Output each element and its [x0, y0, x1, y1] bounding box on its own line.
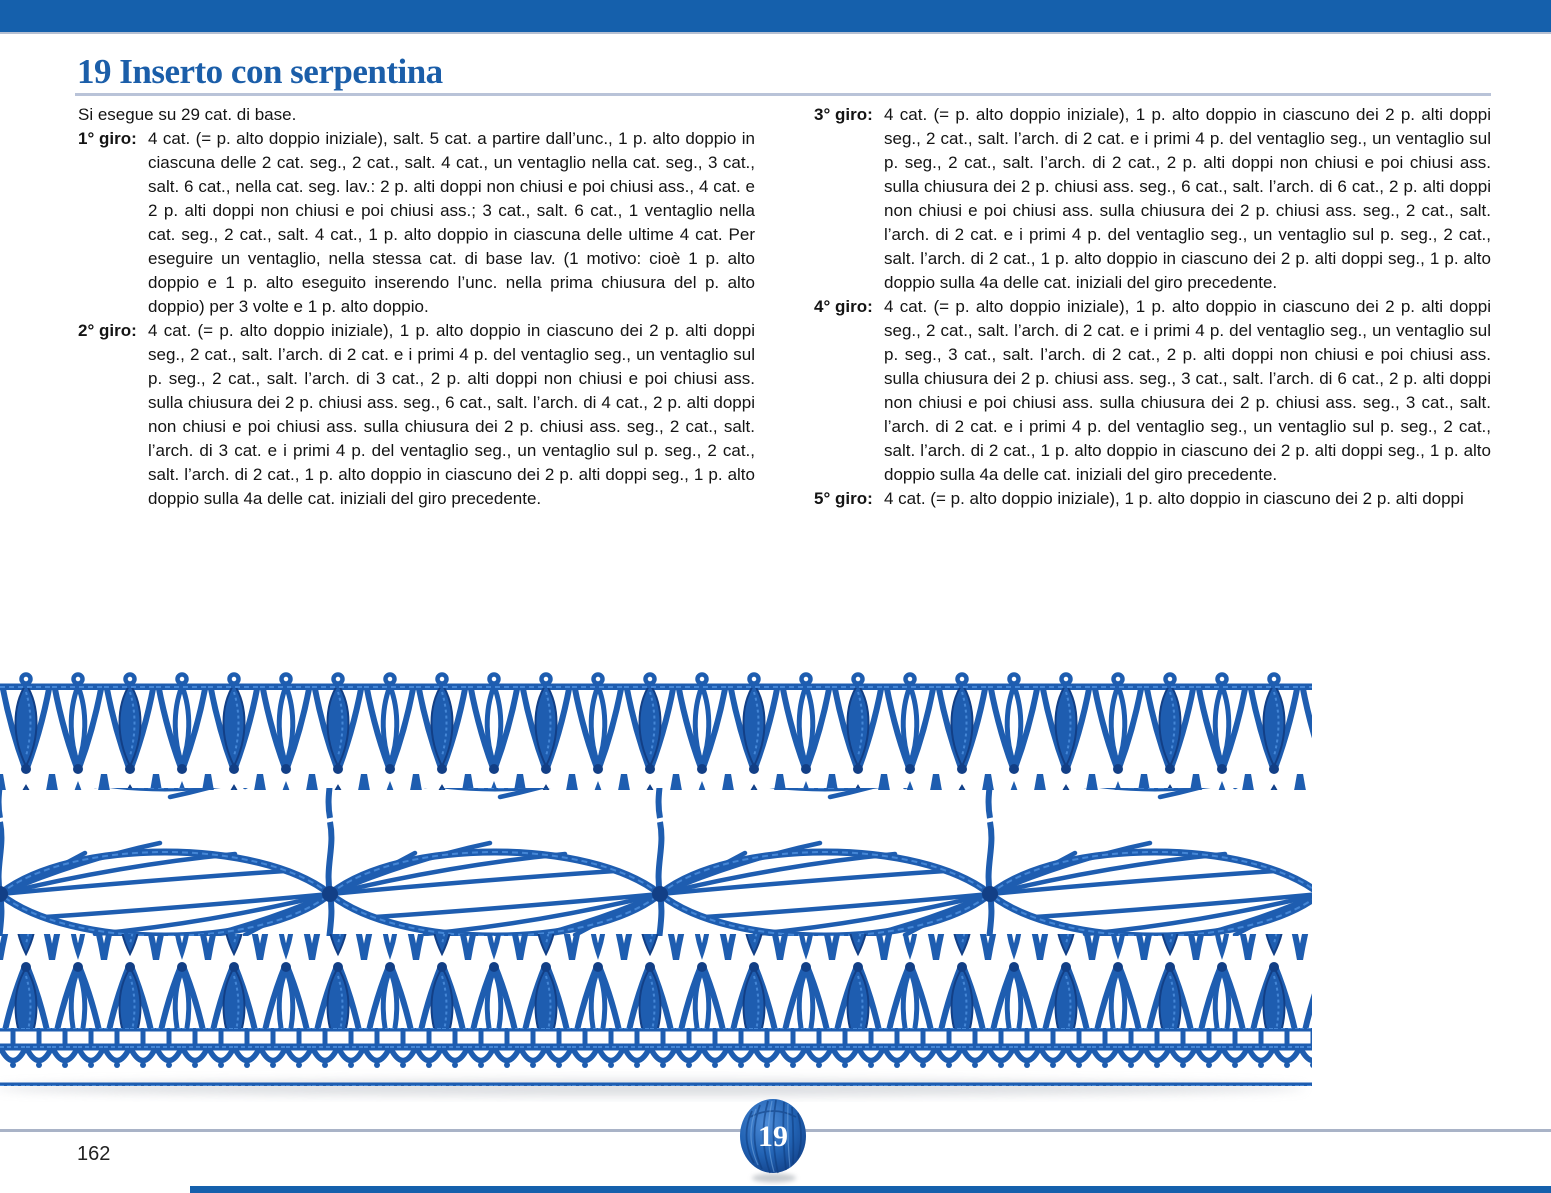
round-5-text: 4 cat. (= p. alto doppio iniziale), 1 p. alto doppio in ciascuno dei 2 p. alti doppi	[884, 489, 1464, 508]
page-number: 162	[77, 1143, 111, 1165]
yarn-ball-shadow	[752, 1174, 796, 1183]
badge-number: 19	[758, 1120, 788, 1153]
round-4-label: 4° giro:	[814, 297, 873, 316]
round-5	[814, 487, 1491, 511]
round-4	[814, 295, 1491, 487]
instructions-column-right	[814, 103, 1491, 511]
round-1	[78, 127, 755, 319]
round-3-label: 3° giro:	[814, 105, 873, 124]
round-3-text: 4 cat. (= p. alto doppio iniziale), 1 p. alto doppio in ciascuno dei 2 p. alti doppi seg., 2 cat., salt. l’arch. di 2 cat. e i primi 4 p. del ventaglio seg., un ventaglio sul p. seg., 2 cat., salt. l’arch. di 2 cat., 2 p. alti doppi non chiusi e poi chiusi ass. sulla chiusura dei 2 p. chiusi ass. seg., 6 cat., salt. l’arch. di 6 cat., 2 p. alti doppi non chiusi e poi chiusi ass. sulla chiusura dei 2 p. chiusi ass. seg., 2 cat., salt. l’arch. di 2 cat. e i primi 4 p. del ventaglio seg., un ventaglio sul p. seg., 2 cat., salt. l’arch. di 2 cat., 1 p. alto doppio in ciascuno dei 2 p. alti doppi seg., 1 p. alto doppio sulla 4a delle cat. iniziali del giro precedente.	[884, 105, 1491, 292]
top-blue-bar	[0, 0, 1551, 34]
crochet-lace-band-photo	[0, 672, 1322, 1102]
title-rule	[75, 93, 1491, 96]
yarn-ball-badge	[738, 1097, 808, 1185]
round-1-text: 4 cat. (= p. alto doppio iniziale), salt. 5 cat. a partire dall’unc., 1 p. alto doppio in ciascuna delle 2 cat. seg., 2 cat., salt. 4 cat., un ventaglio nella cat. seg., 3 cat., salt. 6 cat., nella cat. seg. lav.: 2 p. alti doppi non chiusi e poi chiusi ass., 4 cat. e 2 p. alti doppi non chiusi e poi chiusi ass.; 3 cat., salt. 6 cat., 1 ventaglio nella cat. seg., 2 cat., salt. 4 cat., 1 p. alto doppio in ciascuna delle ultime 4 cat. Per eseguire un ventaglio, nella stessa cat. di base lav. (1 motivo: cioè 1 p. alto doppio e 1 p. alto eseguito inserendo l’unc. nella prima chiusura del p. alto doppio) per 3 volte e 1 p. alto doppio.	[148, 129, 755, 316]
round-2-label: 2° giro:	[78, 321, 137, 340]
bottom-blue-bar	[190, 1186, 1551, 1193]
round-1-label: 1° giro:	[78, 129, 137, 148]
page-title: 19 Inserto con serpentina	[77, 52, 443, 91]
round-2-text: 4 cat. (= p. alto doppio iniziale), 1 p. alto doppio in ciascuno dei 2 p. alti doppi seg., 2 cat., salt. l’arch. di 2 cat. e i primi 4 p. del ventaglio seg., un ventaglio sul p. seg., 2 cat., salt. l’arch. di 3 cat., 2 p. alti doppi non chiusi e poi chiusi ass. sulla chiusura dei 2 p. chiusi ass. seg., 6 cat., salt. l’arch. di 4 cat., 2 p. alti doppi non chiusi e poi chiusi ass. sulla chiusura dei 2 p. chiusi ass. seg., 2 cat., salt. l’arch. di 3 cat. e i primi 4 p. del ventaglio seg., un ventaglio sul p. seg., 2 cat., salt. l’arch. di 2 cat., 1 p. alto doppio in ciascuno dei 2 p. alti doppi seg., 1 p. alto doppio sulla 4a delle cat. iniziali del giro precedente.	[148, 321, 755, 508]
instructions-column-left	[78, 103, 755, 511]
intro-line: Si esegue su 29 cat. di base.	[78, 105, 297, 124]
round-2	[78, 319, 755, 511]
round-4-text: 4 cat. (= p. alto doppio iniziale), 1 p. alto doppio in ciascuno dei 2 p. alti doppi seg., 2 cat., salt. l’arch. di 2 cat. e i primi 4 p. del ventaglio seg., un ventaglio sul p. seg., 3 cat., salt. l’arch. di 2 cat., 2 p. alti doppi non chiusi e poi chiusi ass. sulla chiusura dei 2 p. chiusi ass. seg., 3 cat., salt. l’arch. di 6 cat., 2 p. alti doppi non chiusi e poi chiusi ass. sulla chiusura dei 2 p. chiusi ass. seg., 3 cat., salt. l’arch. di 2 cat. e i primi 4 p. del ventaglio seg., un ventaglio sul p. seg., 2 cat., salt. l’arch. di 2 cat., 1 p. alto doppio in ciascuno dei 2 p. alti doppi seg., 1 p. alto doppio sulla 4a delle cat. iniziali del giro precedente.	[884, 297, 1491, 484]
round-3	[814, 103, 1491, 295]
round-5-label: 5° giro:	[814, 489, 873, 508]
